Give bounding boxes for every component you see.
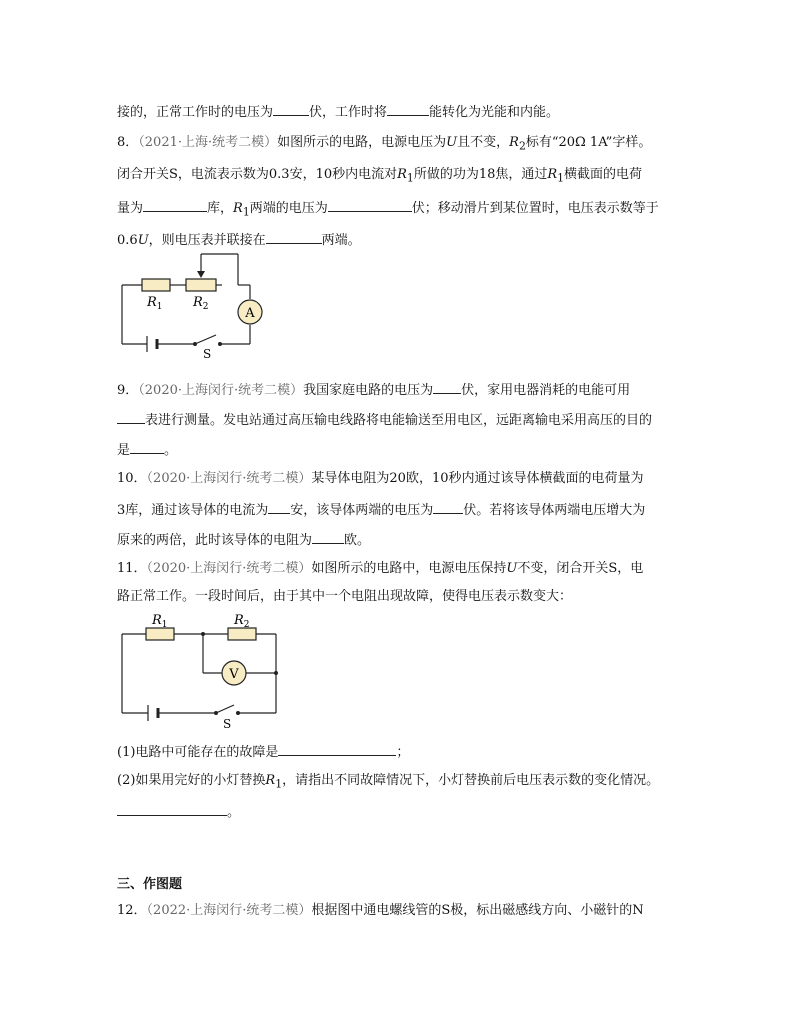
rheostat-r2 (186, 279, 216, 291)
text-segment: 标有“20Ω 1A”字样。 (525, 135, 652, 150)
answer-blank[interactable] (268, 501, 290, 514)
circuit-diagram-1 (110, 250, 280, 360)
text-segment: 伏，工作时将 (309, 105, 388, 120)
question-10-line-3 (117, 531, 370, 549)
resistor-r1 (146, 628, 174, 640)
text-segment: 我国家庭电路的电压为 (303, 383, 434, 398)
question-11-line-2 (117, 589, 572, 605)
question-11-line-1 (117, 561, 643, 577)
question-8-line-1 (117, 135, 651, 155)
text-segment: 表进行测量。发电站通过高压输电线路将电能输送至用电区，远距离输电采用高压的目的 (145, 413, 653, 428)
question-8-line-2 (117, 167, 642, 187)
ammeter-label: A (245, 306, 255, 321)
text-segment: 是 (117, 443, 131, 458)
question-11-part-2-answer (117, 803, 240, 821)
resistor-r1 (142, 279, 170, 291)
question-source: （2022·上海闵行·统考二模） (146, 903, 312, 918)
subscript: 1 (406, 171, 414, 185)
text-segment: 库， (207, 201, 234, 216)
text-segment: 能转化为光能和内能。 (429, 105, 560, 120)
text-segment: 如图所示的电路，电源电压为 (277, 135, 447, 150)
question-source: （2021·上海·统考二模） (138, 135, 278, 150)
text-segment: (2)如果用完好的小灯替换 (117, 773, 266, 788)
question-source: （2020·上海闵行·统考二模） (138, 383, 304, 398)
answer-blank[interactable] (387, 103, 429, 116)
text-segment: 3库，通过该导体的电流为 (117, 503, 269, 518)
variable: R (397, 167, 407, 182)
text-segment: 量为 (117, 201, 144, 216)
question-number: 9． (117, 383, 139, 398)
subscript: 1 (275, 777, 283, 791)
answer-blank[interactable] (266, 231, 322, 244)
subscript: 1 (242, 205, 250, 219)
variable: U (137, 233, 149, 248)
subscript: 1 (557, 171, 565, 185)
r2-label: $R_2$ (234, 613, 250, 630)
text-segment: 某导体电阻为20欧，10秒内通过该导体横截面的电荷量为 (311, 471, 644, 486)
text-segment: 如图所示的电路中，电源电压保持 (311, 561, 507, 576)
question-source: （2020·上海闵行·统考二模） (146, 561, 312, 576)
r1-label: $R_1$ (152, 613, 168, 630)
answer-blank[interactable] (143, 199, 207, 212)
text-segment: 0.6 (117, 233, 138, 248)
switch-label: S (203, 347, 212, 360)
text-segment: 横截面的电荷 (564, 167, 643, 182)
text-segment: (1)电路中可能存在的故障是 (117, 745, 279, 760)
question-9-line-2 (117, 411, 652, 429)
variable: U (506, 561, 518, 576)
question-number: 11． (117, 561, 147, 576)
question-number: 10． (117, 471, 147, 486)
text-segment: 接的，正常工作时的电压为 (117, 105, 274, 120)
text-segment: 路正常工作。一段时间后，由于其中一个电阻出现故障，使得电压表示数变大： (117, 589, 573, 604)
voltmeter-label: V (229, 667, 239, 682)
text-segment: ，请指出不同故障情况下，小灯替换前后电压表示数的变化情况。 (282, 773, 660, 788)
question-10-line-1 (117, 471, 644, 487)
slider-arrow-icon (197, 271, 205, 278)
circuit-diagram-2 (110, 608, 290, 733)
question-number: 8． (117, 135, 139, 150)
question-9-line-1 (117, 381, 630, 399)
answer-blank[interactable] (278, 743, 396, 756)
text-segment: 伏，家用电器消耗的电能可用 (461, 383, 631, 398)
text-segment: 欧。 (344, 533, 371, 548)
text-segment: 且不变， (457, 135, 510, 150)
question-9-line-3 (117, 441, 177, 459)
text-segment: 原来的两倍，此时该导体的电阻为 (117, 533, 313, 548)
answer-blank[interactable] (130, 441, 164, 454)
r2-label: $R_2$ (193, 295, 209, 312)
question-11-part-1 (117, 743, 409, 761)
question-8-line-3 (117, 199, 659, 221)
r1-label: $R_1$ (147, 295, 163, 312)
answer-blank[interactable] (328, 199, 412, 212)
answer-blank[interactable] (433, 501, 463, 514)
variable: R (547, 167, 558, 182)
question-12-line-1 (117, 903, 644, 919)
answer-blank[interactable] (273, 103, 309, 116)
text-segment: 。 (227, 805, 241, 820)
text-segment: 安，该导体两端的电压为 (290, 503, 434, 518)
question-source: （2020·上海闵行·统考二模） (146, 471, 312, 486)
answer-blank[interactable] (117, 803, 227, 816)
variable: R (233, 201, 243, 216)
text-segment: 两端的电压为 (249, 201, 328, 216)
resistor-r2 (228, 628, 256, 640)
text-segment: 不变，闭合开关S，电 (517, 561, 644, 576)
answer-blank[interactable] (312, 531, 344, 544)
text-segment: 。 (164, 443, 178, 458)
variable: R (265, 773, 276, 788)
question-10-line-2 (117, 501, 645, 519)
switch-label: S (223, 717, 232, 731)
text-segment: 闭合开关S，电流表示数为0.3安，10秒内电流对 (117, 167, 398, 182)
text-segment: ，则电压表并联接在 (148, 233, 266, 248)
text-line-1 (117, 103, 559, 121)
answer-blank[interactable] (117, 411, 145, 424)
text-segment: 伏；移动滑片到某位置时，电压表示数等于 (411, 201, 659, 216)
question-number: 12． (117, 903, 147, 918)
text-segment: 所做的功为18焦，通过 (413, 167, 548, 182)
text-segment: ； (396, 745, 410, 760)
text-segment: 根据图中通电螺线管的S极，标出磁感线方向、小磁针的N (311, 903, 644, 918)
question-8-line-4 (117, 231, 361, 249)
variable: R (509, 135, 519, 150)
text-segment: 两端。 (321, 233, 361, 248)
subscript: 2 (518, 139, 526, 153)
answer-blank[interactable] (433, 381, 461, 394)
section-heading: 三、作图题 (117, 877, 183, 892)
text-segment: 伏。若将该导体两端电压增大为 (463, 503, 646, 518)
variable: U (446, 135, 458, 150)
question-11-part-2 (117, 773, 659, 793)
